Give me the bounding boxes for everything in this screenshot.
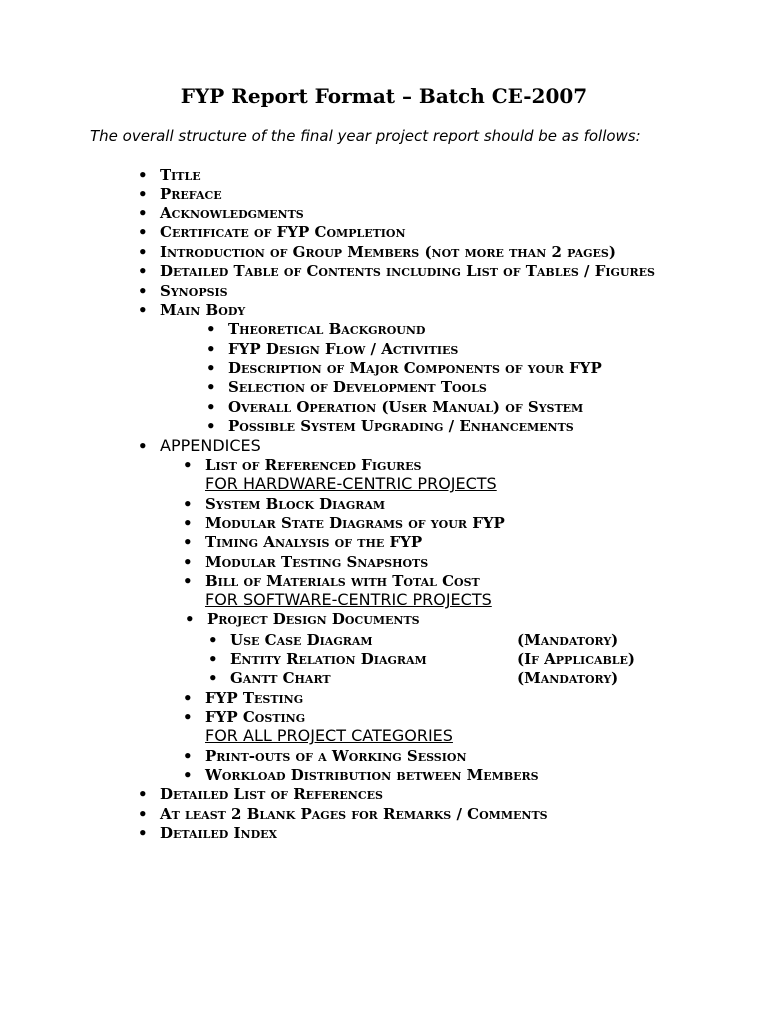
bullet-icon: • xyxy=(138,785,148,803)
bullet-icon: • xyxy=(208,631,218,649)
bullet-icon: • xyxy=(138,301,148,319)
bullet-icon: • xyxy=(206,359,216,377)
bullet-icon: • xyxy=(206,417,216,435)
list-item xyxy=(183,765,539,785)
list-item xyxy=(208,649,427,669)
list-item-label: Theoretical Background xyxy=(228,320,426,338)
requirement-note: (Mandatory) xyxy=(517,669,619,687)
list-item-label: FYP Costing xyxy=(205,708,306,726)
list-item-label: Overall Operation (User Manual) of System xyxy=(228,398,584,416)
list-item xyxy=(138,261,655,281)
bullet-icon: • xyxy=(185,610,195,628)
list-item xyxy=(183,552,429,572)
list-item-label: Description of Major Components of your FYP xyxy=(228,359,602,377)
bullet-icon: • xyxy=(138,805,148,823)
list-item xyxy=(183,746,467,766)
list-item xyxy=(208,630,373,650)
list-item xyxy=(183,513,505,533)
list-item-label: Bill of Materials with Total Cost xyxy=(205,572,480,590)
list-item xyxy=(138,281,228,301)
list-item xyxy=(183,494,386,514)
bullet-icon: • xyxy=(183,514,193,532)
list-item-label: Main Body xyxy=(160,301,246,319)
bullet-icon: • xyxy=(206,378,216,396)
bullet-icon: • xyxy=(138,282,148,300)
list-item-label: Possible System Upgrading / Enhancements xyxy=(228,417,574,435)
list-item xyxy=(206,397,584,417)
list-item-label: Print-outs of a Working Session xyxy=(205,747,467,765)
list-item-label: Synopsis xyxy=(160,282,228,300)
list-item-label: Modular Testing Snapshots xyxy=(205,553,429,571)
list-item xyxy=(138,242,616,262)
document-title: FYP Report Format – Batch CE-2007 xyxy=(180,84,588,108)
list-item xyxy=(183,688,304,708)
bullet-icon: • xyxy=(138,262,148,280)
list-item-label: Preface xyxy=(160,185,222,203)
list-item xyxy=(138,804,548,824)
bullet-icon: • xyxy=(206,320,216,338)
appendices-label: APPENDICES xyxy=(160,436,261,455)
list-item xyxy=(138,203,304,223)
bullet-icon: • xyxy=(138,824,148,842)
bullet-icon: • xyxy=(208,669,218,687)
list-item-label: Gantt Chart xyxy=(230,669,331,687)
list-item xyxy=(138,784,383,804)
list-item-label: Introduction of Group Members (not more than 2 pages) xyxy=(160,243,616,261)
list-item-label: Acknowledgments xyxy=(160,204,304,222)
list-item-label: Title xyxy=(160,166,201,184)
intro-text: The overall structure of the final year project report should be as follows: xyxy=(90,127,641,145)
bullet-icon: • xyxy=(208,650,218,668)
list-item-label: Workload Distribution between Members xyxy=(205,766,539,784)
requirement-note: (Mandatory) xyxy=(517,631,619,649)
bullet-icon: • xyxy=(138,243,148,261)
bullet-icon: • xyxy=(138,185,148,203)
bullet-icon: • xyxy=(183,553,193,571)
list-item xyxy=(138,300,246,320)
list-item xyxy=(206,319,426,339)
list-item xyxy=(206,416,574,436)
bullet-icon: • xyxy=(138,204,148,222)
list-item xyxy=(206,358,602,378)
list-item-label: FYP Testing xyxy=(205,689,304,707)
list-item xyxy=(183,707,306,727)
list-item-label: Selection of Development Tools xyxy=(228,378,487,396)
bullet-icon: • xyxy=(206,398,216,416)
list-item-label: Project Design Documents xyxy=(207,610,420,628)
list-item xyxy=(206,339,459,359)
list-item xyxy=(208,668,331,688)
software-heading: FOR SOFTWARE-CENTRIC PROJECTS xyxy=(205,590,492,609)
bullet-icon: • xyxy=(183,572,193,590)
list-item-label: Entity Relation Diagram xyxy=(230,650,427,668)
list-item-label: Timing Analysis of the FYP xyxy=(205,533,423,551)
list-item xyxy=(138,823,278,843)
list-item-label: Modular State Diagrams of your FYP xyxy=(205,514,505,532)
list-item-label: At least 2 Blank Pages for Remarks / Comments xyxy=(160,805,548,823)
list-item xyxy=(206,377,487,397)
list-item-label: Use Case Diagram xyxy=(230,631,373,649)
list-item-label: List of Referenced Figures xyxy=(205,456,422,474)
list-item-label: FYP Design Flow / Activities xyxy=(228,340,459,358)
list-item xyxy=(138,165,201,185)
list-item xyxy=(183,455,422,475)
bullet-icon: • xyxy=(183,689,193,707)
hardware-heading: FOR HARDWARE-CENTRIC PROJECTS xyxy=(205,474,497,493)
bullet-icon: • xyxy=(183,708,193,726)
list-item xyxy=(185,609,420,629)
list-item-label: Certificate of FYP Completion xyxy=(160,223,406,241)
list-item xyxy=(183,532,423,552)
bullet-icon: • xyxy=(138,223,148,241)
list-item-label: Detailed Table of Contents including List of Tables / Figures xyxy=(160,262,655,280)
list-item xyxy=(138,184,222,204)
list-item-label: Detailed List of References xyxy=(160,785,383,803)
bullet-icon: • xyxy=(206,340,216,358)
bullet-icon: • xyxy=(138,166,148,184)
bullet-icon: • xyxy=(183,495,193,513)
bullet-icon: • xyxy=(183,766,193,784)
requirement-note: (If Applicable) xyxy=(517,650,636,668)
list-item xyxy=(183,571,480,591)
appendices-item xyxy=(138,436,261,456)
bullet-icon: • xyxy=(183,747,193,765)
list-item-label: Detailed Index xyxy=(160,824,278,842)
list-item-label: System Block Diagram xyxy=(205,495,386,513)
bullet-icon: • xyxy=(138,437,148,455)
bullet-icon: • xyxy=(183,456,193,474)
list-item xyxy=(138,222,406,242)
all-categories-heading: FOR ALL PROJECT CATEGORIES xyxy=(205,726,453,745)
bullet-icon: • xyxy=(183,533,193,551)
